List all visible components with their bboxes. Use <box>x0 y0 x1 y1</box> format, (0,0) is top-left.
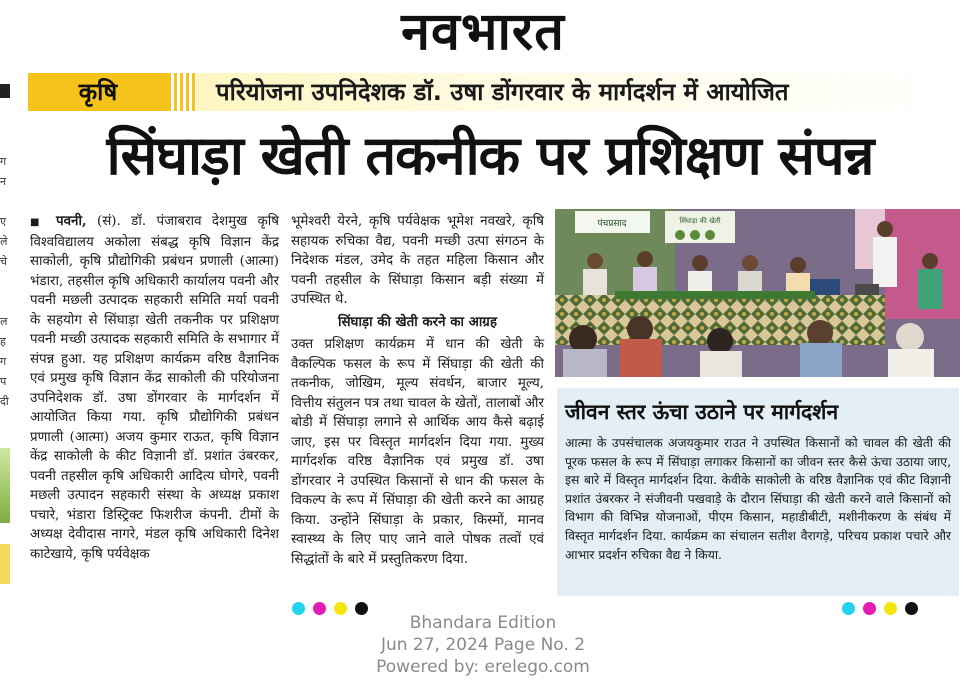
sidebar-text: आत्मा के उपसंचालक अजयकुमार राउत ने उपस्थित किसानों को चावल की खेती की पूरक फसल के रूप में सिंघाड़ा लगाकर किसानों का जीवन स्तर कैसे ऊंचा उठाया जाए, इस बारे में विस्तृत मार्गदर्शन दिया. केवीके साकोली के वरिष्ठ वैज्ञानिक एवं कीट विज्ञानी प्रशांत उंबरकर ने संजीवनी पखवाड़े के दौरान सिंघाड़ा की खेती करने वाले किसानों को विभाग की विभिन्न योजनाओं, पीएम किसान, महाडीबीटी, मशीनीकरण के संबंध में विस्तृत मार्गदर्शन दिया. कार्यक्रम का संचालन सतीश वैरागड़े, परिचय प्रकाश पचारे और आभार प्रदर्शन रुचिका वैद्य ने किया. <box>565 436 951 562</box>
adjacent-text-fragment: ग <box>0 355 7 368</box>
photo-banner-right: सिंघाड़ा की खेती <box>679 217 721 225</box>
article-body-text: भूमेश्वरी येरने, कृषि पर्यवेक्षक भूमेश नवखरे, कृषि सहायक रुचिका वैद्य, पवनी मच्छी उत्पा संगठन के निदेशक मंडल, उमेद के तहत महिला किसान और पवनी तहसील के सिंघाड़ा किसान बड़ी संख्या में उपस्थित थे. <box>291 214 544 307</box>
adjacent-photo-fragment <box>0 544 10 584</box>
adjacent-text-fragment: ए <box>0 215 7 228</box>
newspaper-masthead <box>0 0 966 64</box>
adjacent-text-fragment: ह <box>0 335 6 348</box>
adjacent-text-fragment: ग <box>0 155 7 168</box>
article-body-text: (सं). डॉ. पंजाबराव देशमुख कृषि विश्वविद्यालय अकोला संबद्ध कृषि विज्ञान केंद्र साकोली, कृषि प्रौद्योगिकी प्रबंधन प्रणाली (आत्मा) भंडारा, तहसील कृषि अधिकारी कार्यालय पवनी और पवनी मछली उत्पादक सहकारी समिति मर्या पवनी के सहयोग से सिंघाड़ा खेती तकनीक पर प्रशिक्षण पवनी मच्छी उत्पादक सहकारी समिति के सभागार में संपन्न हुआ. यह प्रशिक्षण कार्यक्रम वरिष्ठ वैज्ञानिक एवं प्रमुख कृषि विज्ञान केंद्र साकोली की परियोजना उपनिदेशक डॉ. उषा डोंगरवार के मार्गदर्शन में आयोजित किया गया. कृषि प्रौद्योगिकी प्रबंधन प्रणाली (आत्मा) अजय कुमार राऊत, कृषि विज्ञान केंद्र साकोली के कीट विज्ञानी डॉ. प्रशांत उंबरकर, पवनी तहसील कृषि अधिकारी आदित्य घोगरे, पवनी मछली उत्पादन सहकारी संस्था के अध्यक्ष प्रकाश पचारे, भंडारा डिस्ट्रिक्ट फिशरीज कंपनी. टीमों के अध्यक्ष देवीदास नागरे, मंडल कृषि अधिकारी दिनेश काटेखाये, कृषि पर्यवेक्षक <box>30 214 279 562</box>
article-column-2 <box>291 212 544 569</box>
section-tag-label: कृषि <box>78 78 118 106</box>
adjacent-article-strip <box>0 64 12 604</box>
adjacent-text-fragment: प <box>0 375 7 388</box>
edition-footer <box>0 612 966 678</box>
adjacent-text-fragment: चे <box>0 255 7 268</box>
adjacent-text-fragment: ल <box>0 315 8 328</box>
powered-by-link[interactable]: Powered by: erelego.com <box>376 657 590 677</box>
masthead-title: नवभारत <box>401 2 565 62</box>
adjacent-text-fragment: दी <box>0 395 9 408</box>
article-body-text: उक्त प्रशिक्षण कार्यक्रम में धान की खेती के वैकल्पिक फसल के रूप में सिंघाड़ा की खेती की तकनीक, जोखिम, मूल्य संवर्धन, बाजार मूल्य, वित्तीय संतुलन पत्र तथा चावल के खेतों, तालाबों और बोडी में सिंघाड़ा लगाने से आर्थिक आय कैसे बढ़ाई जाए, इस पर विस्तृत मार्गदर्शन दिया गया. मुख्य मार्गदर्शक वरिष्ठ वैज्ञानिक एवं प्रमुख डॉ. उषा डोंगरवार ने उपस्थित किसानों से धान की फसल के विकल्प के रूप में सिंघाड़ा की खेती करने का आग्रह किया. उन्होंने सिंघाड़ा के प्रकार, किस्मों, मानव स्वास्थ्य के लिए पाए जाने वाले पोषक तत्वों एवं सिद्धांतों के बारे में प्रस्तुतिकरण दिया. <box>291 337 544 567</box>
kicker-text: परियोजना उपनिदेशक डॉ. उषा डोंगरवार के मार्गदर्शन में आयोजित <box>216 78 789 106</box>
adjacent-text-fragment: ले <box>0 235 8 248</box>
bullet-marker: ■ <box>30 217 46 228</box>
edition-date-page: Jun 27, 2024 Page No. 2 <box>380 635 586 655</box>
edition-name: Bhandara Edition <box>409 613 557 633</box>
adjacent-text-fragment: न <box>0 175 7 188</box>
adjacent-heading-fragment <box>0 84 10 98</box>
section-tag <box>28 73 168 111</box>
article-dateline: पवनी, <box>56 213 87 229</box>
event-photo <box>555 209 960 377</box>
article-subhead: सिंघाड़ा की खेती करने का आग्रह <box>338 313 497 330</box>
adjacent-photo-fragment <box>0 448 10 523</box>
sidebar-title: जीवन स्तर ऊंचा उठाने पर मार्गदर्शन <box>565 400 839 424</box>
photo-banner-left: पंचप्रसाद <box>597 219 627 229</box>
article-column-1 <box>30 212 279 564</box>
sidebar-box <box>557 388 959 596</box>
decorative-stripes <box>168 73 196 111</box>
article-headline: सिंघाड़ा खेती तकनीक पर प्रशिक्षण संपन्न <box>106 124 874 187</box>
